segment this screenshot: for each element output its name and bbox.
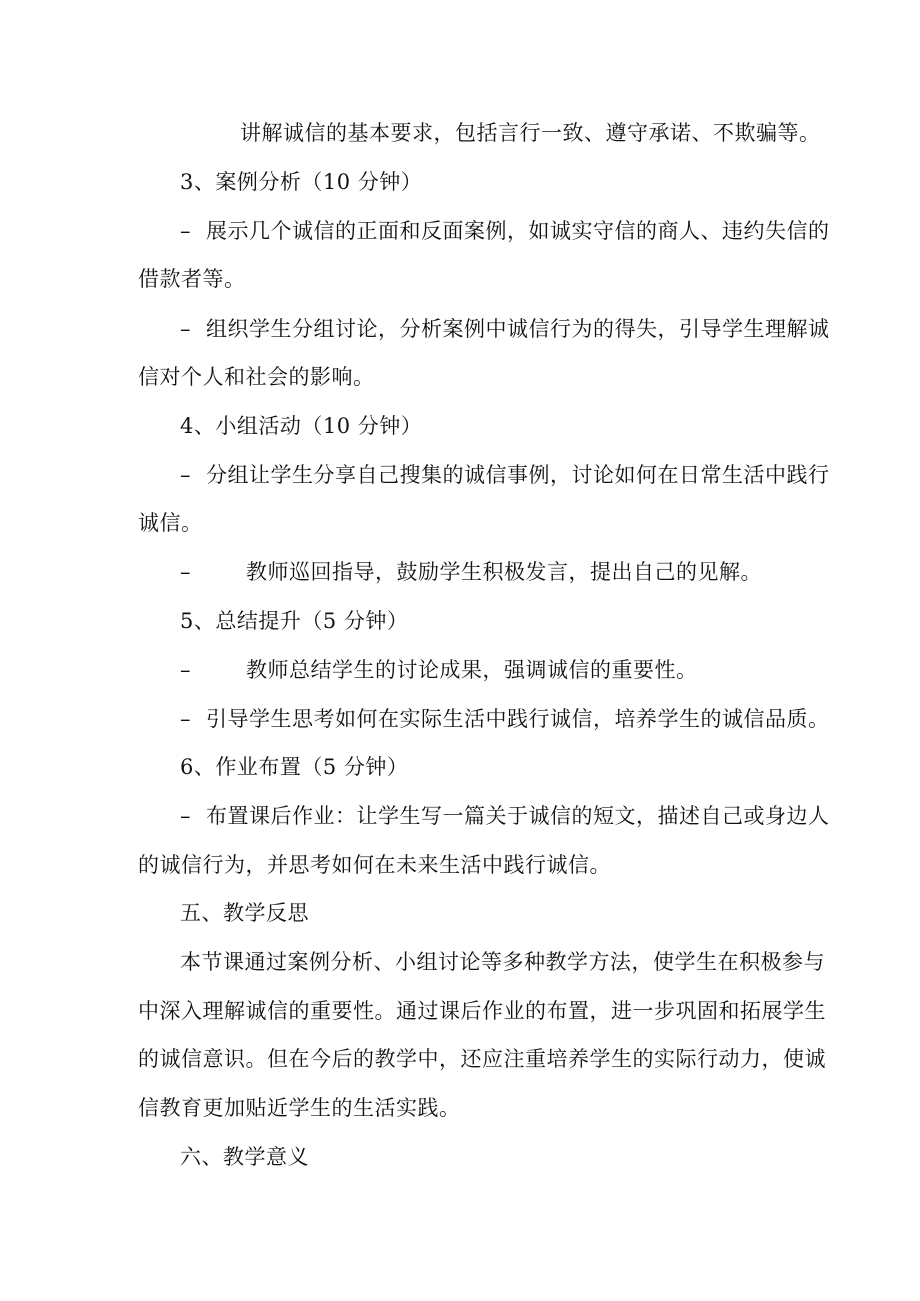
text-line: 的诚信行为，并思考如何在未来生活中践行诚信。 — [138, 853, 611, 877]
text-line: 信对个人和社会的影响。 — [138, 365, 375, 389]
section-heading: 五、教学反思 — [180, 901, 309, 925]
paragraph-line: 中深入理解诚信的重要性。通过课后作业的布置，进一步巩固和拓展学生 — [138, 999, 826, 1023]
paragraph-line: 本节课通过案例分析、小组讨论等多种教学方法，使学生在积极参与 — [180, 950, 825, 974]
text-line: 讲解诚信的基本要求，包括言行一致、遵守承诺、不欺骗等。 — [240, 121, 821, 145]
dash-marker: – — [180, 317, 191, 341]
list-item: – 引导学生思考如何在实际生活中践行诚信，培养学生的诚信品质。 — [180, 704, 840, 734]
section-heading: 3、案例分析（10 分钟） — [180, 170, 423, 194]
list-item: – 展示几个诚信的正面和反面案例，如诚实守信的商人、违约失信的 — [180, 216, 840, 246]
list-item: – 教师巡回指导，鼓励学生积极发言，提出自己的见解。 — [180, 557, 840, 587]
text-line: 诚信。 — [138, 511, 203, 535]
dash-marker: – — [180, 804, 191, 828]
list-item: – 布置课后作业：让学生写一篇关于诚信的短文，描述自己或身边人 — [180, 801, 840, 831]
paragraph-line: 信教育更加贴近学生的生活实践。 — [138, 1096, 461, 1120]
section-heading: 六、教学意义 — [180, 1145, 309, 1169]
list-item: – 分组让学生分享自己搜集的诚信事例，讨论如何在日常生活中践行 — [180, 460, 840, 490]
dash-marker: – — [180, 560, 191, 584]
paragraph-line: 的诚信意识。但在今后的教学中，还应注重培养学生的实际行动力，使诚 — [138, 1047, 826, 1071]
dash-marker: – — [180, 463, 191, 487]
list-item: – 组织学生分组讨论，分析案例中诚信行为的得失，引导学生理解诚 — [180, 314, 840, 344]
text-line: 借款者等。 — [138, 267, 246, 291]
dash-marker: – — [180, 658, 191, 682]
section-heading: 5、总结提升（5 分钟） — [180, 609, 409, 633]
dash-marker: – — [180, 219, 191, 243]
list-item: – 教师总结学生的讨论成果，强调诚信的重要性。 — [180, 655, 840, 685]
section-heading: 6、作业布置（5 分钟） — [180, 755, 409, 779]
section-heading: 4、小组活动（10 分钟） — [180, 414, 423, 438]
dash-marker: – — [180, 707, 191, 731]
